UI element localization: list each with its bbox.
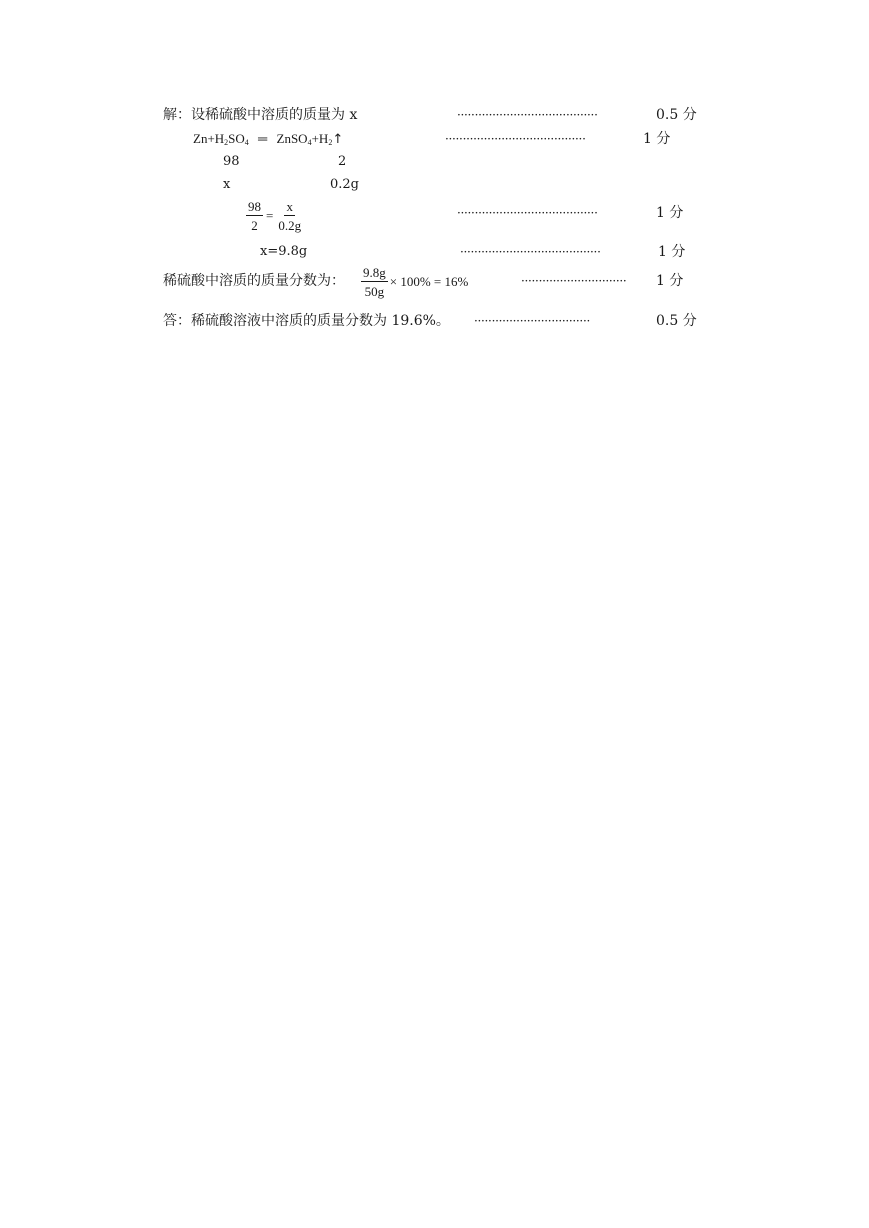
dot-leader: ·································	[474, 314, 590, 328]
dot-leader: ······························	[521, 274, 627, 288]
setup-statement: 解：设稀硫酸中溶质的质量为 x	[163, 107, 358, 123]
mass-fraction-label: 稀硫酸中溶质的质量分数为：	[163, 273, 345, 289]
proportion-equation: $\frac{98}{2}$ = $\frac{x}{0.2g}$	[248, 199, 302, 233]
molar-mass-h2: 2	[338, 154, 347, 169]
dot-leader: ········································	[460, 245, 601, 259]
score-label: 1 分	[656, 273, 684, 289]
answer-statement: 答：稀硫酸溶液中溶质的质量分数为 19.6%。	[163, 313, 450, 329]
dot-leader: ········································	[457, 108, 598, 122]
unknown-x: x	[223, 177, 231, 192]
dot-leader: ········································	[445, 132, 586, 146]
score-label: 1 分	[643, 131, 671, 147]
score-label: 0.5 分	[656, 107, 697, 123]
mass-h2: 0.2g	[330, 177, 359, 192]
score-label: 0.5 分	[656, 313, 697, 329]
score-label: 1 分	[656, 205, 684, 221]
dot-leader: ········································	[457, 206, 598, 220]
result-x: x=9.8g	[260, 244, 308, 259]
score-label: 1 分	[658, 244, 686, 260]
gas-arrow-icon: ↑	[332, 132, 344, 147]
molar-mass-h2so4: 98	[223, 154, 240, 169]
chemical-equation: $Zn+H_2SO_4$ ═ $ZnSO_4+H_2↑$	[193, 131, 344, 147]
mass-fraction-formula: $\frac{9.8g}{50g}$ × 100% = 16%	[363, 265, 469, 299]
